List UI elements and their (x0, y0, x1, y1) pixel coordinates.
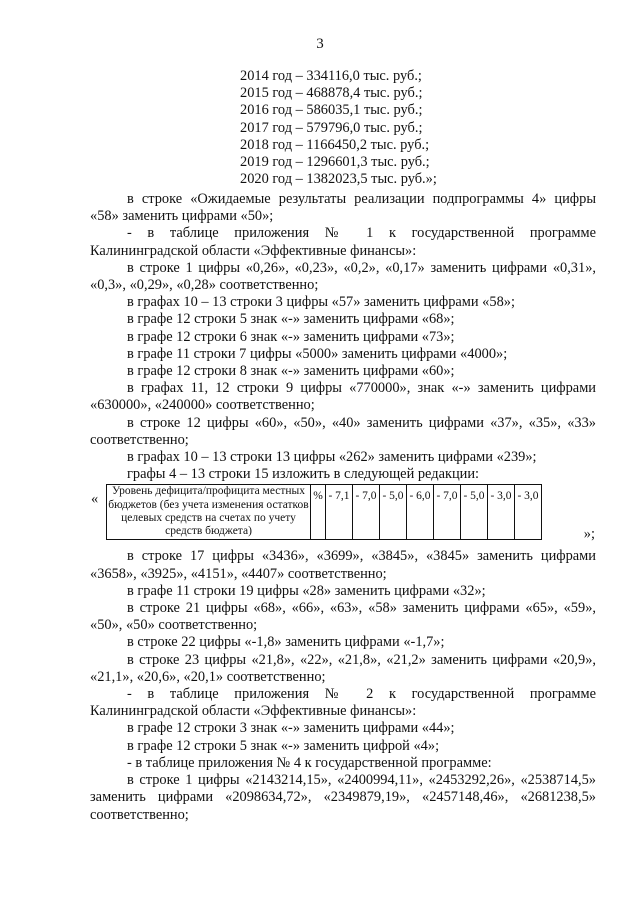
text-line: - в таблице приложения № 2 к государственной программе (127, 686, 596, 703)
table-row (107, 485, 542, 539)
open-quote: « (91, 491, 99, 508)
text-line: в строке 12 цифры «60», «50», «40» заменить цифрами «37», «35», «33» (127, 414, 596, 431)
text-line: - в таблице приложения № 4 к государственной программе: (127, 754, 492, 771)
year-line: 2018 год – 1166450,2 тыс. руб.; (240, 136, 430, 153)
unit-cell: % (311, 485, 326, 539)
text-line: в графе 12 строки 8 знак «-» заменить цифрами «60»; (127, 363, 455, 380)
text-line: «3658», «3925», «4151», «4407» соответственно; (90, 565, 387, 582)
text-line: «630000», «240000» соответственно; (90, 397, 315, 414)
text-line: в графе 12 строки 6 знак «-» заменить цифрами «73»; (127, 328, 455, 345)
text-line: - в таблице приложения № 1 к государственной программе (127, 225, 596, 242)
close-quote: »; (583, 526, 595, 543)
text-line: в графах 10 – 13 строки 13 цифры «262» заменить цифрами «239»; (127, 449, 537, 466)
year-line: 2015 год – 468878,4 тыс. руб.; (240, 85, 423, 102)
text-line: в строке 1 цифры «2143214,15», «2400994,11», «2453292,26», «2538714,5» (127, 772, 596, 789)
page-number: 3 (316, 36, 324, 52)
text-line: соответственно; (90, 431, 189, 448)
text-line: соответственно; (90, 806, 189, 823)
text-line: в графе 12 строки 5 знак «-» заменить цифрой «4»; (127, 737, 440, 754)
row-15-table (106, 484, 542, 539)
text-line: «0,3», «0,29», «0,28» соответственно; (90, 277, 319, 294)
text-line: в графе 11 строки 19 цифры «28» заменить цифрами «32»; (127, 582, 486, 599)
year-line: 2016 год – 586035,1 тыс. руб.; (240, 102, 423, 119)
text-line: Калининградской области «Эффективные финансы»: (90, 242, 417, 259)
text-line: в строке 21 цифры «68», «66», «63», «58» заменить цифрами «65», «59», (127, 600, 596, 617)
value-cell: - 3,0 (488, 485, 515, 539)
text-line: в графе 12 строки 3 знак «-» заменить цифрами «44»; (127, 720, 455, 737)
value-cell: - 7,0 (353, 485, 380, 539)
text-line: графы 4 – 13 строки 15 изложить в следующей редакции: (127, 466, 480, 483)
text-line: в графах 10 – 13 строки 3 цифры «57» заменить цифрами «58»; (127, 294, 515, 311)
text-line: «50», «50» соответственно; (90, 617, 258, 634)
value-cell: - 5,0 (380, 485, 407, 539)
text-line: «58» заменить цифрами «50»; (90, 208, 274, 225)
text-line: в строке 22 цифры «-1,8» заменить цифрами «-1,7»; (127, 634, 445, 651)
text-line: «21,1», «20,6», «20,1» соответственно; (90, 668, 326, 685)
text-line: в графе 11 строки 7 цифры «5000» заменить цифрами «4000»; (127, 345, 508, 362)
value-cell: - 3,0 (515, 485, 542, 539)
value-cell: - 5,0 (461, 485, 488, 539)
value-cell: - 6,0 (407, 485, 434, 539)
text-line: Калининградской области «Эффективные финансы»: (90, 703, 417, 720)
text-line: в графах 11, 12 строки 9 цифры «770000», знак «-» заменить цифрами (127, 380, 596, 397)
year-line: 2014 год – 334116,0 тыс. руб.; (240, 68, 422, 84)
amendments-text (90, 191, 596, 824)
text-line: в графе 12 строки 5 знак «-» заменить цифрами «68»; (127, 311, 455, 328)
year-line: 2017 год – 579796,0 тыс. руб.; (240, 119, 423, 136)
indicator-description: Уровень дефицита/профицита местных бюджетов (без учета изменения остатков целевых средств на счетах по учету средств бюджета) (108, 485, 309, 538)
text-line: в строке «Ожидаемые результаты реализации подпрограммы 4» цифры (127, 191, 596, 207)
text-line: в строке 1 цифры «0,26», «0,23», «0,2», «0,17» заменить цифрами «0,31», (127, 259, 596, 276)
funding-by-year-list (240, 68, 437, 188)
year-line: 2019 год – 1296601,3 тыс. руб.; (240, 154, 430, 171)
text-line: заменить цифрами «2098634,72», «2349879,19», «2457148,46», «2681238,5» (90, 789, 596, 806)
text-line: в строке 17 цифры «3436», «3699», «3845», «3845» заменить цифрами (127, 548, 596, 565)
year-line: 2020 год – 1382023,5 тыс. руб.»; (240, 171, 437, 188)
value-cell: - 7,1 (326, 485, 353, 539)
inserted-row-block (90, 484, 596, 548)
value-cell: - 7,0 (434, 485, 461, 539)
text-line: в строке 23 цифры «21,8», «22», «21,8», «21,2» заменить цифрами «20,9», (127, 651, 596, 668)
